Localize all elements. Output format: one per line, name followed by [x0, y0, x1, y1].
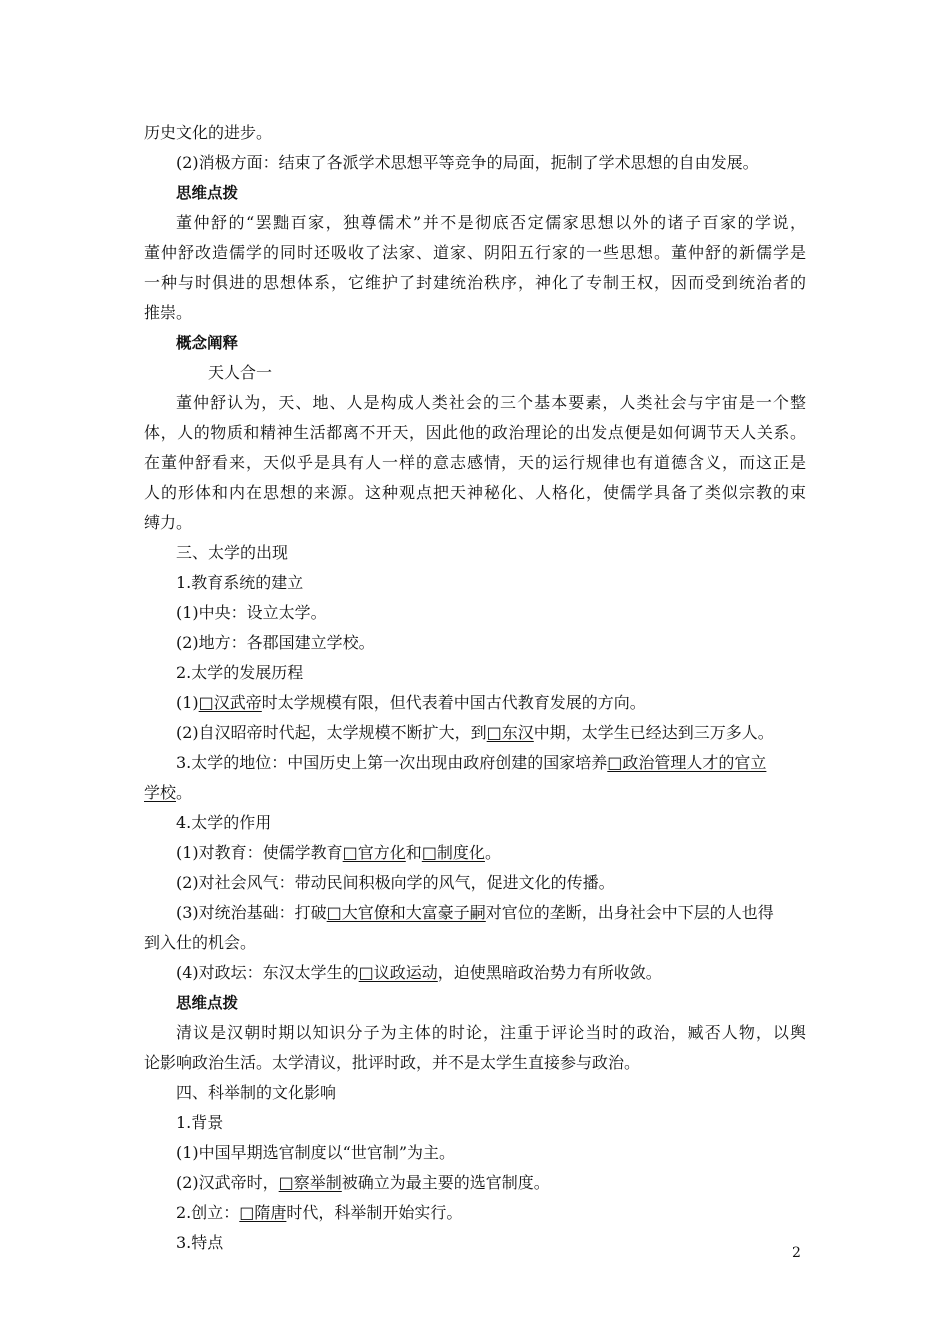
text-line: (2)对社会风气：带动民间积极向学的风气，促进文化的传播。: [176, 873, 615, 892]
concept-title: 天人合一: [208, 363, 273, 382]
text-line: (1)对教育：使儒学教育□官方化和□制度化。: [176, 843, 501, 862]
text-line: (2)地方：各郡国建立学校。: [176, 633, 375, 652]
answer-blank: □东汉: [486, 723, 534, 742]
text-line: 体，人的物质和精神生活都离不开天，因此他的政治理论的出发点便是如何调节天人关系。: [144, 423, 806, 442]
answer-blank: 学校: [144, 783, 177, 802]
text-line: 清议是汉朝时期以知识分子为主体的时论，注重于评论当时的政治，臧否人物，以舆: [176, 1023, 806, 1042]
section-heading: 思维点拨: [176, 184, 239, 202]
text-line: 4.太学的作用: [176, 813, 272, 832]
text-line: 人的形体和内在思想的来源。这种观点把天神秘化、人格化，使儒学具备了类似宗教的束: [144, 483, 806, 502]
answer-blank: □察举制: [278, 1173, 342, 1192]
text-line: 论影响政治生活。太学清议，批评时政，并不是太学生直接参与政治。: [144, 1053, 641, 1072]
text-line: 历史文化的进步。: [144, 123, 273, 142]
text-line: 1.教育系统的建立: [176, 573, 304, 592]
document-body: [144, 118, 806, 1258]
text-line: 学校。: [144, 783, 193, 802]
text-line: (1)中央：设立太学。: [176, 603, 327, 622]
section-heading: 概念阐释: [176, 334, 239, 352]
answer-blank: □大官僚和大富豪子嗣: [326, 903, 486, 922]
text-line: 董仲舒认为，天、地、人是构成人类社会的三个基本要素，人类社会与宇宙是一个整: [176, 393, 806, 412]
text-line: 3.太学的地位：中国历史上第一次出现由政府创建的国家培养□政治管理人才的官立: [176, 753, 767, 772]
text-line: (2)自汉昭帝时代起，太学规模不断扩大，到□东汉中期，太学生已经达到三万多人。: [176, 723, 774, 742]
section-heading: 思维点拨: [176, 994, 239, 1012]
text-line: (3)对统治基础：打破□大官僚和大富豪子嗣对官位的垄断，出身社会中下层的人也得: [176, 903, 774, 922]
text-line: (2)消极方面：结束了各派学术思想平等竞争的局面，扼制了学术思想的自由发展。: [176, 153, 759, 172]
text-line: (1)□汉武帝时太学规模有限，但代表着中国古代教育发展的方向。: [176, 693, 646, 712]
text-line: 1.背景: [176, 1113, 224, 1132]
answer-blank: □议政运动: [358, 963, 438, 982]
answer-blank: □隋唐: [239, 1203, 287, 1222]
text-line: 一种与时俱进的思想体系，它维护了封建统治秩序，神化了专制王权，因而受到统治者的: [144, 273, 806, 292]
text-line: (1)中国早期选官制度以“世官制”为主。: [176, 1143, 456, 1162]
text-line: 2.创立：□隋唐时代，科举制开始实行。: [176, 1203, 463, 1222]
text-line: 董仲舒的“罢黜百家，独尊儒术”并不是彻底否定儒家思想以外的诸子百家的学说，: [176, 213, 806, 232]
section-title: 三、太学的出现: [176, 543, 289, 562]
text-line: 3.特点: [176, 1233, 224, 1252]
answer-blank: □官方化: [342, 843, 406, 862]
text-line: (4)对政坛：东汉太学生的□议政运动，迫使黑暗政治势力有所收敛。: [176, 963, 662, 982]
section-title: 四、科举制的文化影响: [176, 1083, 337, 1102]
answer-blank: □政治管理人才的官立: [607, 753, 767, 772]
answer-blank: □汉武帝: [198, 693, 262, 712]
text-line: (2)汉武帝时，□察举制被确立为最主要的选官制度。: [176, 1173, 550, 1192]
text-line: 缚力。: [144, 513, 193, 532]
text-line: 推崇。: [144, 303, 193, 322]
page-number: 2: [792, 1245, 801, 1261]
text-line: 在董仲舒看来，天似乎是具有人一样的意志感情，天的运行规律也有道德含义，而这正是: [144, 453, 806, 472]
text-line: 到入仕的机会。: [144, 933, 257, 952]
answer-blank: □制度化: [421, 843, 485, 862]
text-line: 2.太学的发展历程: [176, 663, 304, 682]
text-line: 董仲舒改造儒学的同时还吸收了法家、道家、阴阳五行家的一些思想。董仲舒的新儒学是: [144, 243, 806, 262]
